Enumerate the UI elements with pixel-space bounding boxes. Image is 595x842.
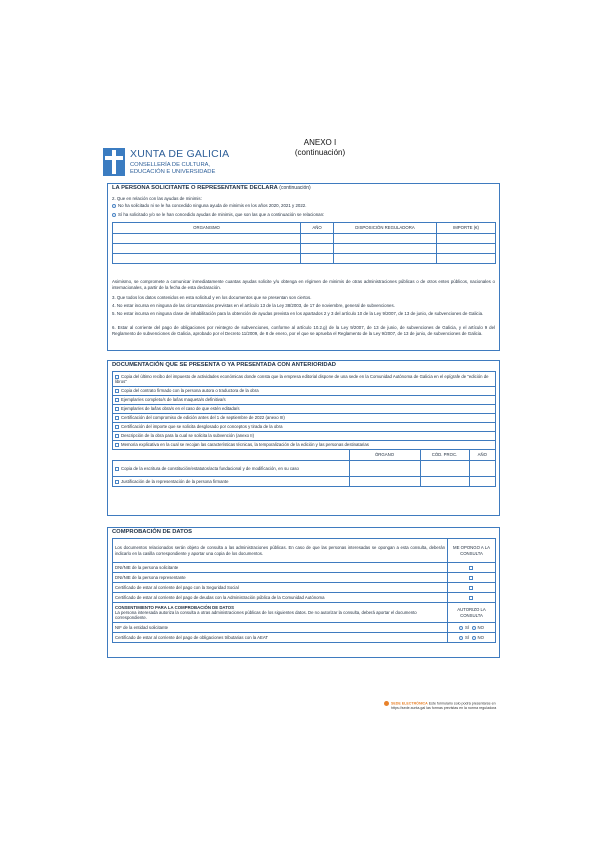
declaration-item-2: 2. Que en relación con las ayudas de minimis:: [112, 196, 202, 201]
document-item-label: Ejemplar/es de la/las obra/s en el caso de que estén editada/s: [121, 406, 240, 412]
minimis-option-some[interactable]: [112, 212, 495, 218]
document-item-label: Descripción de la obra para la cual se solicita la subvención (anexo II): [121, 433, 255, 439]
declaration-section: [107, 183, 500, 351]
sede-label: SEDE ELECTRÓNICA: [391, 701, 428, 706]
department-line-1: CONSELLERÍA DE CULTURA,: [130, 162, 211, 168]
list-item[interactable]: [113, 441, 496, 450]
declaration-item-5: 5. No estar incursa en ninguna clase de inhabilitación para la obtención de ayudas prevista en los apartados 2 y 3 del artículo 10 de la Ley 9/2007, de 13 de junio, de subvenciones de Galicia.: [112, 311, 484, 316]
department-name: [130, 162, 215, 176]
annex-subtitle: (continuación): [294, 148, 346, 157]
table-row[interactable]: [113, 623, 496, 633]
annex-heading: [270, 138, 370, 158]
table-row[interactable]: [113, 633, 496, 643]
consent-block: [113, 603, 448, 623]
col-organismo: ORGANISMO: [113, 223, 301, 234]
list-item[interactable]: [113, 405, 496, 414]
document-item-label: Certificación del importe que se solicita desglosado por conceptos y tirada de la obra: [121, 424, 283, 430]
checkbox-icon[interactable]: [115, 467, 119, 471]
minimis-option-some-label: Sí ha solicitado y/o se le han concedido ayudas de minimis, que son las que a continuación se relacionan:: [118, 212, 325, 217]
radio-no-icon[interactable]: [472, 626, 476, 630]
footer-note: [384, 701, 496, 711]
data-check-section: [107, 527, 500, 658]
declaration-title: [112, 186, 311, 192]
minimis-option-none-label: No ha solicitado ni se le ha concedido ninguna ayuda de minimis en los años 2020, 2021 y 2022.: [118, 203, 307, 208]
yes-label: SÍ: [465, 634, 470, 640]
data-check-table: [112, 538, 496, 643]
declaration-item-6: 6. Estar al corriente del pago de obligaciones por reintegro de subvenciones, conforme al artículo 10.2.g) de la Ley 9/2007, de 13 de junio, de subvenciones de Galicia, y el artículo 9 del Reglamento de subvenciones de Galicia, aprobado por el Decreto 11/2009, de 8 de enero, por el que se aprueba el Reglamento de la Ley 9/2007, de 13 de junio, de subvenciones de Galicia.: [112, 325, 495, 336]
oppose-checkbox-icon[interactable]: [469, 576, 473, 580]
department-line-2: EDUCACIÓN E UNIVERSIDADE: [130, 169, 216, 175]
table-row[interactable]: [113, 254, 496, 264]
check-item-label: Certificado de estar al corriente del pago con la Seguridad Social: [113, 583, 448, 593]
checkbox-icon[interactable]: [115, 416, 119, 420]
minimis-table: [112, 222, 496, 264]
list-item[interactable]: [113, 423, 496, 432]
list-item[interactable]: [113, 372, 496, 387]
xunta-logo: [103, 148, 230, 180]
documents-section: [107, 360, 500, 516]
checkbox-icon[interactable]: [115, 407, 119, 411]
no-label: NO: [477, 624, 484, 630]
check-item-label: DNI/NIE de la persona representante: [113, 573, 448, 583]
list-item[interactable]: [113, 414, 496, 423]
consent-item-label: Certificado de estar al corriente del pago de obligaciones tributarias con la AEAT: [113, 633, 448, 643]
document-item-label: Copia del último recibo del impuesto de actividades económicas donde consta que la empresa editorial dispone de una sede en la Comunidad Autónoma de Galicia en el epígrafe de "edición de libros": [115, 373, 489, 384]
no-label: NO: [477, 634, 484, 640]
declaration-title-sub: (continuación): [279, 185, 311, 191]
checkbox-icon[interactable]: [115, 443, 119, 447]
table-row[interactable]: [113, 583, 496, 593]
data-check-title: COMPROBACIÓN DE DATOS: [112, 529, 192, 535]
declaration-item-3: 3. Que todos los datos contenidos en esta solicitud y en los documentos que se presentan son ciertos.: [112, 295, 312, 300]
oppose-checkbox-icon[interactable]: [469, 586, 473, 590]
col-cod-proc: CÓD. PROC.: [420, 450, 469, 461]
radio-yes-icon[interactable]: [459, 636, 463, 640]
consent-title: CONSENTIMIENTO PARA LA COMPROBACIÓN DE DATOS: [115, 604, 234, 610]
col-disposicion: DISPOSICIÓN REGULADORA: [334, 223, 437, 234]
list-item[interactable]: [113, 396, 496, 405]
radio-yes-icon[interactable]: [459, 626, 463, 630]
checkbox-icon[interactable]: [115, 425, 119, 429]
oppose-checkbox-icon[interactable]: [469, 596, 473, 600]
documents-table: [112, 371, 496, 487]
yes-label: SÍ: [465, 624, 470, 630]
list-item[interactable]: [113, 387, 496, 396]
sede-seal-icon: [384, 701, 389, 706]
checkbox-icon[interactable]: [115, 480, 119, 484]
data-check-intro: Los documentos relacionados serán objeto de consulta a las administraciones públicas. En caso de que las personas interesadas se opongan a esta consulta, deberán indicarlo en la casilla correspondiente y aportar una copia de los documentos.: [113, 539, 448, 563]
table-row[interactable]: [113, 477, 496, 487]
footer-line-2: https://sede.xunta.gal las formas previstas en la norma reguladora: [391, 706, 497, 711]
document-item-label: Copia del contrato firmado con la persona autora o traductora de la obra: [121, 388, 259, 394]
declaration-item-4: 4. No estar incursa en ninguna de las circunstancias previstas en el artículo 13 de la Ley 38/2003, de 17 de noviembre, general de subvenciones.: [112, 303, 395, 308]
check-item-label: DNI/NIE de la persona solicitante: [113, 563, 448, 573]
prior-item-label: Justificación de la representación de la persona firmante: [121, 478, 229, 484]
consent-text: La persona interesada autoriza la consulta a otras administraciones públicas de los siguientes datos. De no autorizar la consulta, deberá aportar el documento correspondiente.: [115, 609, 417, 621]
document-item-label: Memoria explicativa en la cual se recojan las características técnicas, la temporalización de la edición y las personas destinatarias: [121, 442, 369, 448]
commitment-text: Asimismo, se compromete a comunicar inmediatamente cuantas ayudas solicite y/u obtenga en régimen de minimis de otras administraciones públicas o de otros entes públicos, nacionales o internacionales, a partir de la fecha de esta declaración.: [112, 279, 495, 290]
document-item-label: Certificación del compromiso de edición antes del 1 de septiembre de 2022 (anexo III): [121, 415, 285, 421]
table-row[interactable]: [113, 593, 496, 603]
checkbox-icon[interactable]: [115, 398, 119, 402]
org-name: XUNTA DE GALICIA: [130, 148, 230, 160]
galicia-cross-icon: [103, 148, 125, 176]
checkbox-icon[interactable]: [115, 389, 119, 393]
oppose-checkbox-icon[interactable]: [469, 566, 473, 570]
table-row[interactable]: [113, 234, 496, 244]
table-row[interactable]: [113, 573, 496, 583]
col-oppose: ME OPONGO A LA CONSULTA: [448, 539, 496, 563]
col-authorize: AUTORIZO LA CONSULTA: [448, 603, 496, 623]
minimis-option-none[interactable]: [112, 203, 495, 209]
table-row[interactable]: [113, 461, 496, 477]
col-ano: AÑO: [301, 223, 334, 234]
footer-line-1: Este formulario solo podrá presentarse en: [428, 701, 496, 706]
prior-item-label: Copia de la escritura de constitución/estatutos/acta fundacional y de modificación, en su caso: [121, 465, 299, 471]
table-row[interactable]: [113, 244, 496, 254]
radio-no-icon[interactable]: [472, 636, 476, 640]
document-item-label: Ejemplar/es completo/s de la/las maqueta/s definitiva/s: [121, 397, 226, 403]
radio-some-icon[interactable]: [112, 213, 116, 217]
radio-none-icon[interactable]: [112, 204, 116, 208]
annex-title: ANEXO I: [303, 138, 337, 147]
checkbox-icon[interactable]: [115, 434, 119, 438]
col-importe: IMPORTE (€): [437, 223, 496, 234]
consent-item-label: NIF de la entidad solicitante: [113, 623, 448, 633]
table-row[interactable]: [113, 563, 496, 573]
col-organo: ÓRGANO: [349, 450, 420, 461]
col-ano-prior: AÑO: [469, 450, 496, 461]
check-item-label: Certificado de estar al corriente del pago de deudas con la Administración pública de la Comunidad Autónoma: [113, 593, 448, 603]
declaration-title-text: LA PERSONA SOLICITANTE O REPRESENTANTE DECLARA: [112, 185, 278, 191]
list-item[interactable]: [113, 432, 496, 441]
documents-title: DOCUMENTACIÓN QUE SE PRESENTA O YA PRESENTADA CON ANTERIORIDAD: [112, 362, 336, 368]
